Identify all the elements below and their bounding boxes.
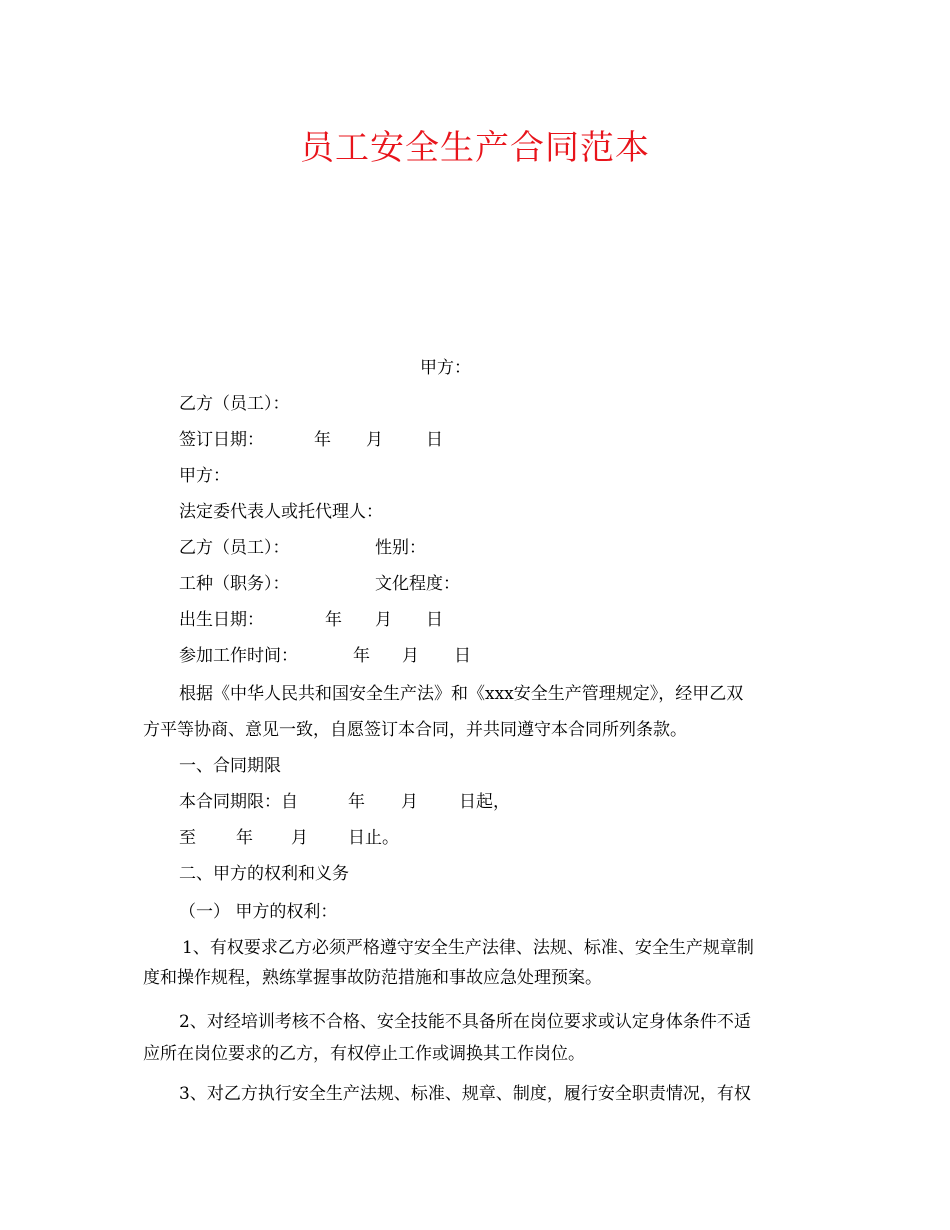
section-2-heading: 二、甲方的权利和义务 <box>179 864 349 884</box>
legal-representative-line: 法定委代表人或托代理人： <box>179 502 383 522</box>
clause-1-line-2: 度和操作规程，熟练掌握事故防范措施和事故应急处理预案。 <box>143 968 602 988</box>
clause-3-line-1: 3、对乙方执行安全生产法规、标准、规章、制度，履行安全职责情况，有权 <box>179 1084 751 1104</box>
signing-date-line: 签订日期： 年 月 日 <box>179 430 443 450</box>
job-education-line: 工种（职务）： 文化程度： <box>179 574 460 594</box>
clause-2-line-1: 2、对经培训考核不合格、安全技能不具备所在岗位要求或认定身体条件不适 <box>179 1012 751 1032</box>
contract-term-end-line: 至 年 月 日止。 <box>179 828 399 848</box>
contract-term-start-line: 本合同期限：自 年 月 日起， <box>179 792 510 812</box>
preamble-line-2: 方平等协商、意见一致，自愿签订本合同，并共同遵守本合同所列条款。 <box>143 720 687 740</box>
document-title: 员工安全生产合同范本 <box>300 128 650 168</box>
section-1-heading: 一、合同期限 <box>179 756 281 776</box>
party-b-header: 乙方（员工）： <box>179 394 290 414</box>
clause-2-line-2: 应所在岗位要求的乙方，有权停止工作或调换其工作岗位。 <box>143 1044 585 1064</box>
party-b-gender-line: 乙方（员工）： 性别： <box>179 538 426 558</box>
party-a-header: 甲方： <box>420 358 471 378</box>
work-start-date-line: 参加工作时间： 年 月 日 <box>179 646 471 666</box>
clause-1-line-1: 1、有权要求乙方必须严格遵守安全生产法律、法规、标准、安全生产规章制 <box>182 938 754 958</box>
birth-date-line: 出生日期： 年 月 日 <box>179 610 443 630</box>
party-a-line: 甲方： <box>179 466 230 486</box>
preamble-line-1: 根据《中华人民共和国安全生产法》和《xxx安全生产管理规定》，经甲乙双 <box>179 684 744 704</box>
subsection-1-heading: （一） 甲方的权利： <box>179 902 338 922</box>
